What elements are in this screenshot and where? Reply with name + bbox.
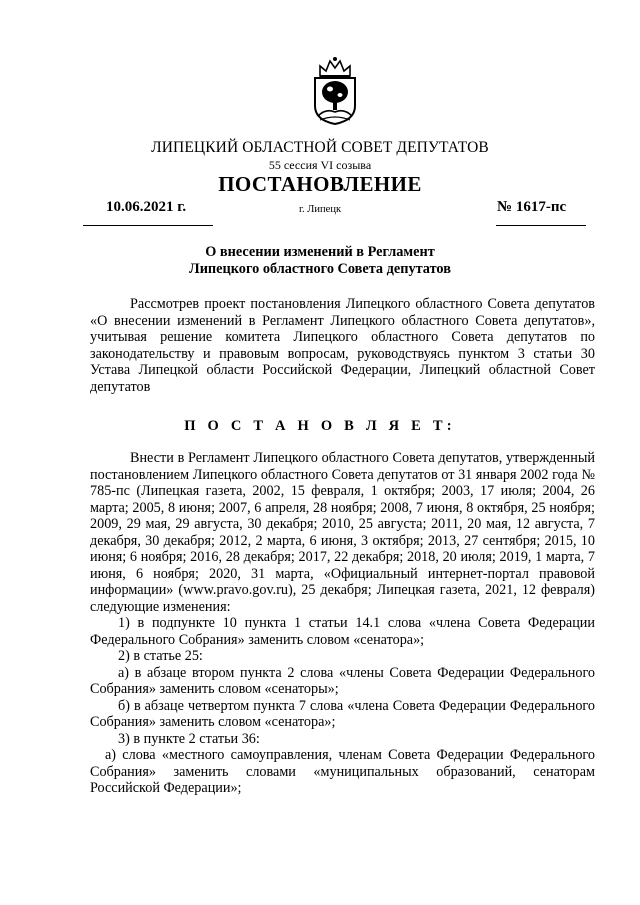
- lipetsk-coat-of-arms-icon: [306, 54, 364, 126]
- subject-line: Липецкого областного Совета депутатов: [189, 260, 451, 277]
- preamble: [90, 296, 595, 395]
- body-paragraph: 1) в подпункте 10 пункта 1 статьи 14.1 слова «члена Совета Федерации Федерального Собрания» заменить словом «сенатора»;: [90, 615, 595, 648]
- document-date: 10.06.2021 г.: [106, 199, 187, 215]
- body-paragraph: 3) в пункте 2 статьи 36:: [118, 730, 260, 747]
- body-paragraph: б) в абзаце четвертом пункта 7 слова «члена Совета Федерации Федерального Собрания» заменить словом «сенатора»;: [90, 697, 595, 730]
- organization-name: ЛИПЕЦКИЙ ОБЛАСТНОЙ СОВЕТ ДЕПУТАТОВ: [151, 139, 489, 156]
- subject-line: О внесении изменений в Регламент: [205, 244, 435, 260]
- preamble-paragraph: Рассмотрев проект постановления Липецкого областного Совета депутатов «О внесении изменений в Регламент Липецкого областного Совета депутатов», учитывая решение комитета Липецкого областного Совета депутатов по законодательству и правовым вопросам, руководствуясь пунктом 3 статьи 30 Устава Липецкой области Российской Федерации, Липецкий областной Совет депутатов: [90, 296, 595, 395]
- body-paragraph: а) слова «местного самоуправления, членам Совета Федерации Федерального Собрания» заменить словами «муниципальных образований, сенаторам Российской Федерации»;: [90, 747, 595, 796]
- date-underline: [83, 225, 213, 226]
- document-type-title: ПОСТАНОВЛЕНИЕ: [218, 172, 422, 196]
- body-paragraph: 2) в статье 25:: [118, 648, 203, 664]
- decree-heading: П О С Т А Н О В Л Я Е Т:: [184, 418, 456, 434]
- body-paragraph: Внести в Регламент Липецкого областного Совета депутатов, утвержденный постановлением Липецкого областного Совета депутатов от 31 января 2002 года № 785-пс (Липецкая газета, 2002, 15 февраля, 1 октября; 2003, 17 июля; 2004, 26 марта; 2005, 8 июня; 2007, 6 апреля, 28 ноября; 2008, 7 июня, 8 октября, 25 ноября; 2009, 29 мая, 29 августа, 30 декабря; 2010, 25 августа; 2011, 20 мая, 12 августа, 7 декабря, 30 декабря; 2012, 2 марта, 6 июня, 3 октября; 2013, 27 сентября; 2015, 10 июня; 6 ноября; 2016, 28 декабря; 2017, 22 декабря; 2018, 20 июля; 2019, 1 марта, 7 июня, 6 ноября; 2020, 31 марта, «Официальный интернет-портал правовой информации» (www.pravo.gov.ru), 25 декабря; Липецкая газета, 2021, 12 февраля) следующие изменения:: [90, 450, 595, 615]
- document-city: г. Липецк: [298, 204, 342, 215]
- document-subject: [0, 244, 640, 277]
- session-line: 55 сессия VI созыва: [268, 158, 372, 172]
- document-body: [90, 450, 595, 797]
- number-underline: [496, 225, 586, 226]
- document-number: № 1617-пс: [497, 199, 567, 215]
- body-paragraph: а) в абзаце втором пункта 2 слова «члены Совета Федерации Федерального Собрания» заменить словом «сенаторы»;: [90, 664, 595, 697]
